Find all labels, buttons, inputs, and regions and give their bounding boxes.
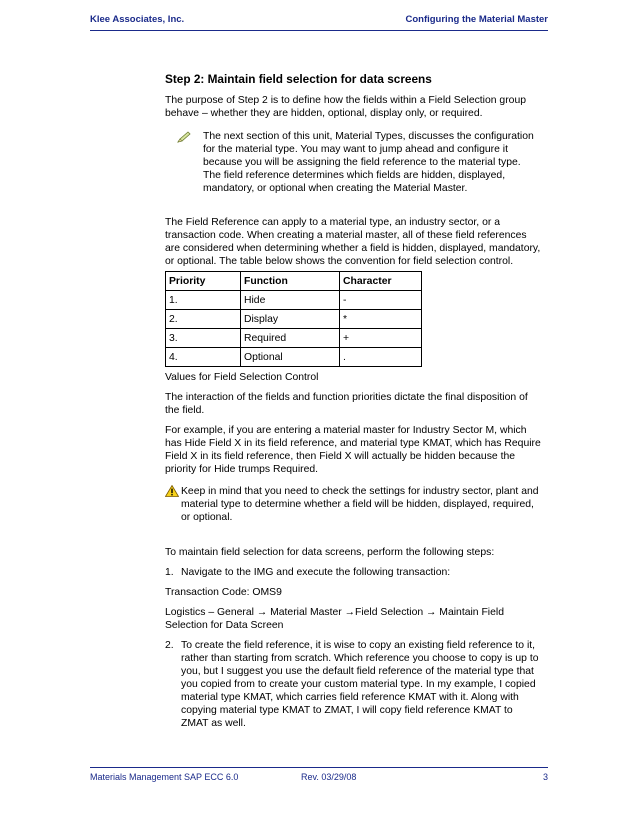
table-row: [166, 329, 422, 348]
page-header: [90, 14, 548, 25]
page-number: 3: [542, 772, 548, 782]
footer-document-name: Materials Management SAP ECC 6.0: [90, 772, 239, 782]
column-header-character: Character: [340, 272, 422, 291]
step-text: Navigate to the IMG and execute the following transaction:: [181, 567, 451, 578]
step-text: To create the field reference, it is wise to copy an existing field reference to it, rather than starting from scratch. Which reference you choose to copy is up to you, but I suggest you use the default field reference of the material type that you copied from to create your custom material type. In my example, I copied material type KMAT, which carries field reference KMAT with it. Along with copying material type KMAT to ZMAT, I will copy field reference KMAT to ZMAT as well.: [181, 640, 539, 729]
table-cell: Hide: [241, 291, 340, 310]
table-header-row: [166, 272, 422, 291]
table-cell: 1.: [166, 291, 241, 310]
table-row: [166, 291, 422, 310]
section-heading: Step 2: Maintain field selection for data screens: [165, 72, 432, 86]
example-paragraph: For example, if you are entering a material master for Industry Sector M, which has Hide Field X in its field reference, and material type KMAT, which has Require Field X in its field reference, then Field X will actually be hidden because the priority for Hide trumps Required.: [165, 425, 541, 475]
step-number: 1.: [165, 567, 174, 578]
field-reference-paragraph: The Field Reference can apply to a material type, an industry sector, or a transaction code. When creating a material master, all of these field references are considered when determining whether a field is hidden, displayed, mandatory, or optional. The table below shows the convention for field selection control.: [165, 217, 541, 267]
warning-text: Keep in mind that you need to check the settings for industry sector, plant and material type to determine whether a field will be hidden, displayed, required, or optional.: [181, 486, 539, 523]
step-2: [165, 639, 541, 730]
step-number: 2.: [165, 640, 174, 651]
menu-path: Logistics – General → Material Master →Field Selection → Maintain Field Selection for Data Screen: [165, 607, 504, 631]
column-header-function: Function: [241, 272, 340, 291]
pencil-icon: [176, 131, 192, 143]
table-row: [166, 310, 422, 329]
note-text: The next section of this unit, Material Types, discusses the configuration for the material type. You may want to jump ahead and configure it because you will be assigning the field reference to the material type. The field reference determines which fields are hidden, displayed, mandatory, or optional when creating the Material Master.: [203, 131, 534, 194]
note-block: [165, 130, 541, 195]
table-row: [166, 348, 422, 367]
transaction-code: Transaction Code: OMS9: [165, 587, 282, 598]
warning-icon: [165, 485, 179, 497]
field-selection-table: [165, 271, 422, 367]
page-footer: [90, 772, 548, 784]
table-cell: Optional: [241, 348, 340, 367]
intro-paragraph: The purpose of Step 2 is to define how the fields within a Field Selection group behave – whether they are hidden, optional, display only, or required.: [165, 95, 527, 119]
steps-intro-paragraph: To maintain field selection for data screens, perform the following steps:: [165, 547, 495, 558]
footer-revision: Rev. 03/29/08: [301, 772, 357, 782]
table-cell: Display: [241, 310, 340, 329]
header-document-title: Configuring the Material Master: [405, 14, 548, 25]
column-header-priority: Priority: [166, 272, 241, 291]
table-caption: Values for Field Selection Control: [165, 372, 319, 383]
table-cell: Required: [241, 329, 340, 348]
table-cell: 4.: [166, 348, 241, 367]
warning-block: [165, 485, 541, 524]
interaction-paragraph: The interaction of the fields and function priorities dictate the final disposition of the field.: [165, 392, 528, 416]
table-cell: +: [340, 329, 422, 348]
step-1: [165, 566, 541, 579]
footer-divider: [90, 767, 548, 768]
header-divider: [90, 30, 548, 31]
page-body: [165, 72, 541, 730]
table-cell: 2.: [166, 310, 241, 329]
table-cell: -: [340, 291, 422, 310]
table-cell: *: [340, 310, 422, 329]
table-cell: .: [340, 348, 422, 367]
header-company: Klee Associates, Inc.: [90, 14, 185, 25]
table-cell: 3.: [166, 329, 241, 348]
